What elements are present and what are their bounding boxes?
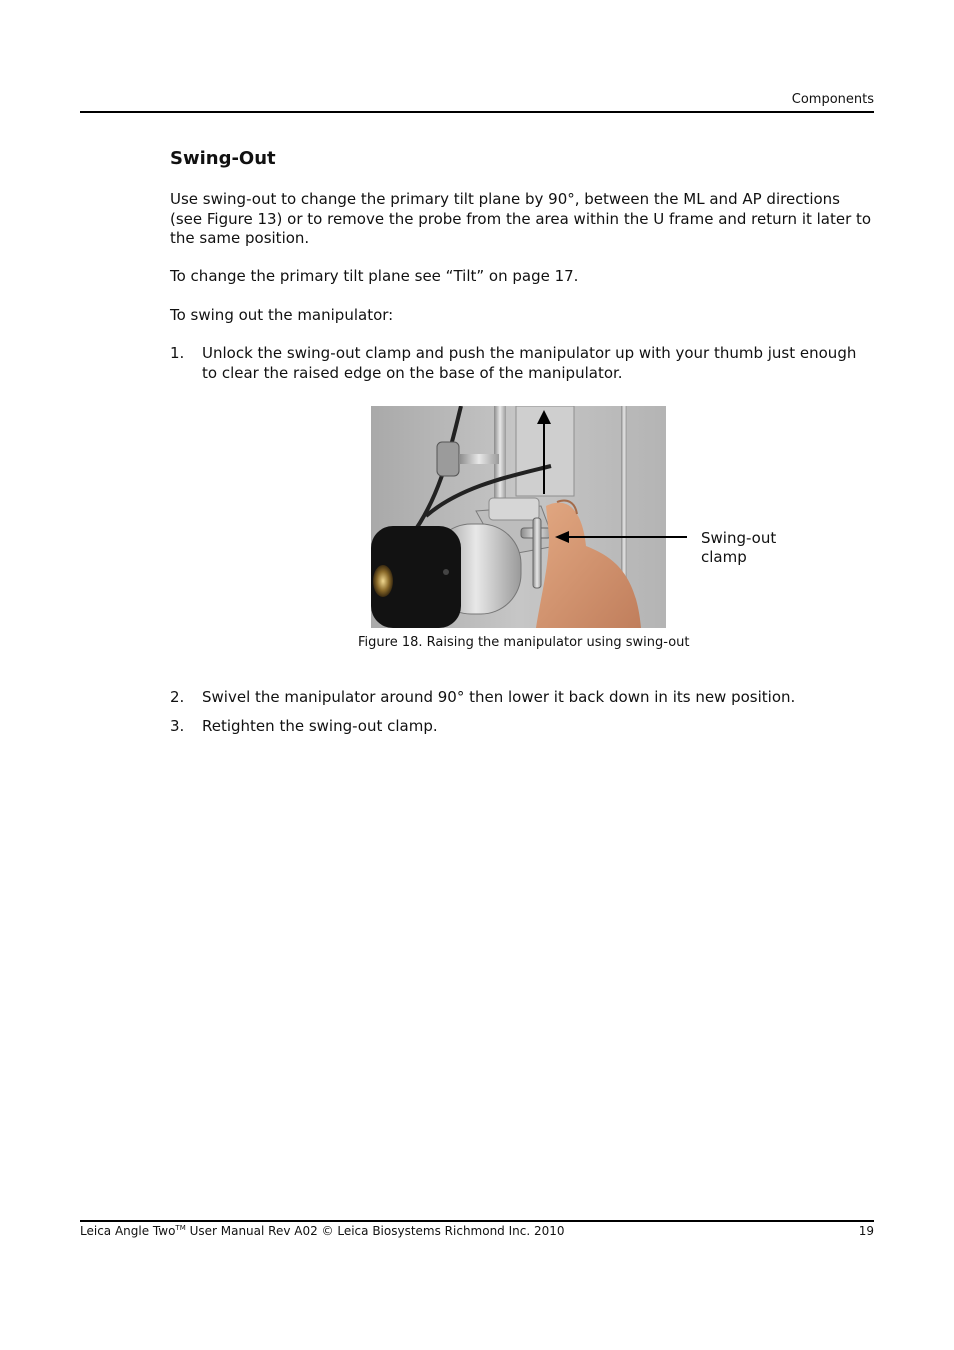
step-number: 3. <box>170 717 185 735</box>
lead-in-paragraph: To swing out the manipulator: <box>170 306 394 324</box>
footer-product: Leica Angle Two <box>80 1224 176 1238</box>
intro-paragraph: Use swing-out to change the primary tilt plane by 90°, between the ML and AP directions (see Figure 13) or to remove the probe from the area within the U frame and return it later to the same position. <box>170 190 872 247</box>
step-text: Retighten the swing-out clamp. <box>202 717 438 735</box>
footer-rest: User Manual Rev A02 © Leica Biosystems Richmond Inc. 2010 <box>185 1224 565 1238</box>
footer-copyright <box>80 1224 565 1238</box>
trademark-mark: TM <box>175 1224 186 1232</box>
manipulator-photo <box>371 406 666 628</box>
running-header-section: Components <box>791 92 874 107</box>
tilt-reference-paragraph: To change the primary tilt plane see “Tilt” on page 17. <box>170 267 579 285</box>
section-title: Swing-Out <box>170 148 276 169</box>
footer-rule <box>80 1220 874 1222</box>
callout-leader-line <box>562 536 687 538</box>
callout-line-2: clamp <box>701 548 747 566</box>
step-number: 1. <box>170 344 185 362</box>
step-text: Swivel the manipulator around 90° then lower it back down in its new position. <box>202 688 796 706</box>
step-number: 2. <box>170 688 185 706</box>
figure-caption: Figure 18. Raising the manipulator using swing-out <box>358 635 690 650</box>
callout-line-1: Swing-out <box>701 529 777 547</box>
page-number: 19 <box>858 1224 874 1238</box>
header-rule <box>80 111 874 113</box>
swing-out-clamp-callout <box>701 529 776 567</box>
step-text: Unlock the swing-out clamp and push the manipulator up with your thumb just enough to clear the raised edge on the base of the manipulator. <box>202 344 857 382</box>
